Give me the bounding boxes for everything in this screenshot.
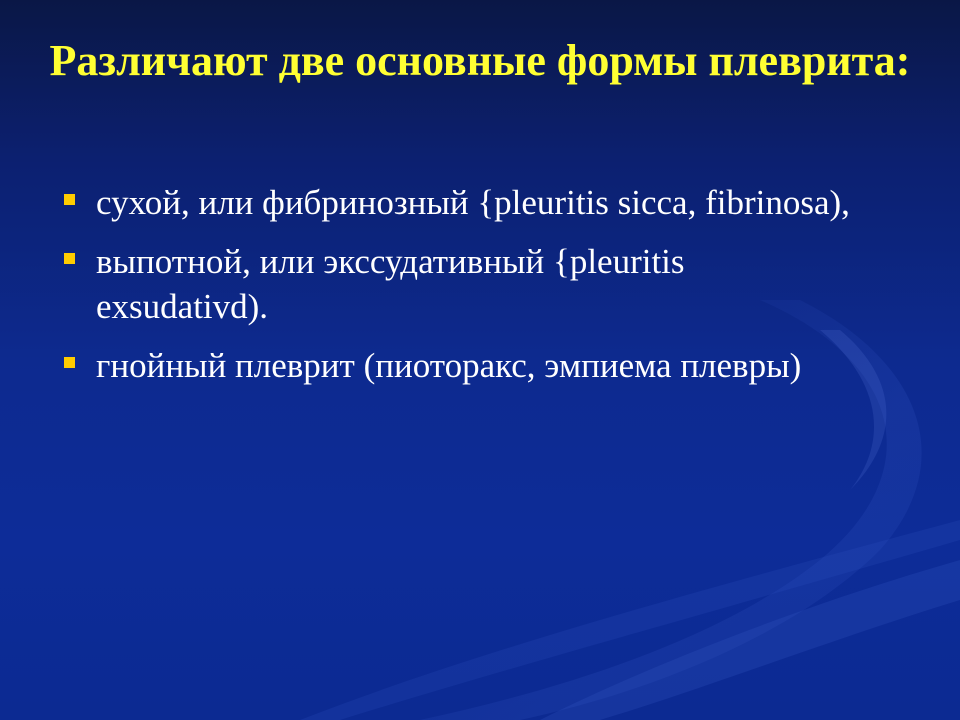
bullet-item-purulent [60, 343, 850, 388]
bullet-text: выпотной, или экссудативный {pleuritis exsudativd). [96, 242, 685, 326]
slide-title: Различают две основные формы плеврита: [49, 36, 911, 85]
bullet-text: гнойный плеврит (пиоторакс, эмпиема плевры) [96, 346, 802, 385]
bullet-item-exudative [60, 239, 850, 329]
square-bullet-icon [64, 253, 75, 264]
square-bullet-icon [64, 194, 75, 205]
square-bullet-icon [64, 357, 75, 368]
bullet-list [60, 180, 850, 402]
bullet-text: сухой, или фибринозный {pleuritis sicca, fibrinosa), [96, 183, 850, 222]
bullet-item-dry [60, 180, 850, 225]
